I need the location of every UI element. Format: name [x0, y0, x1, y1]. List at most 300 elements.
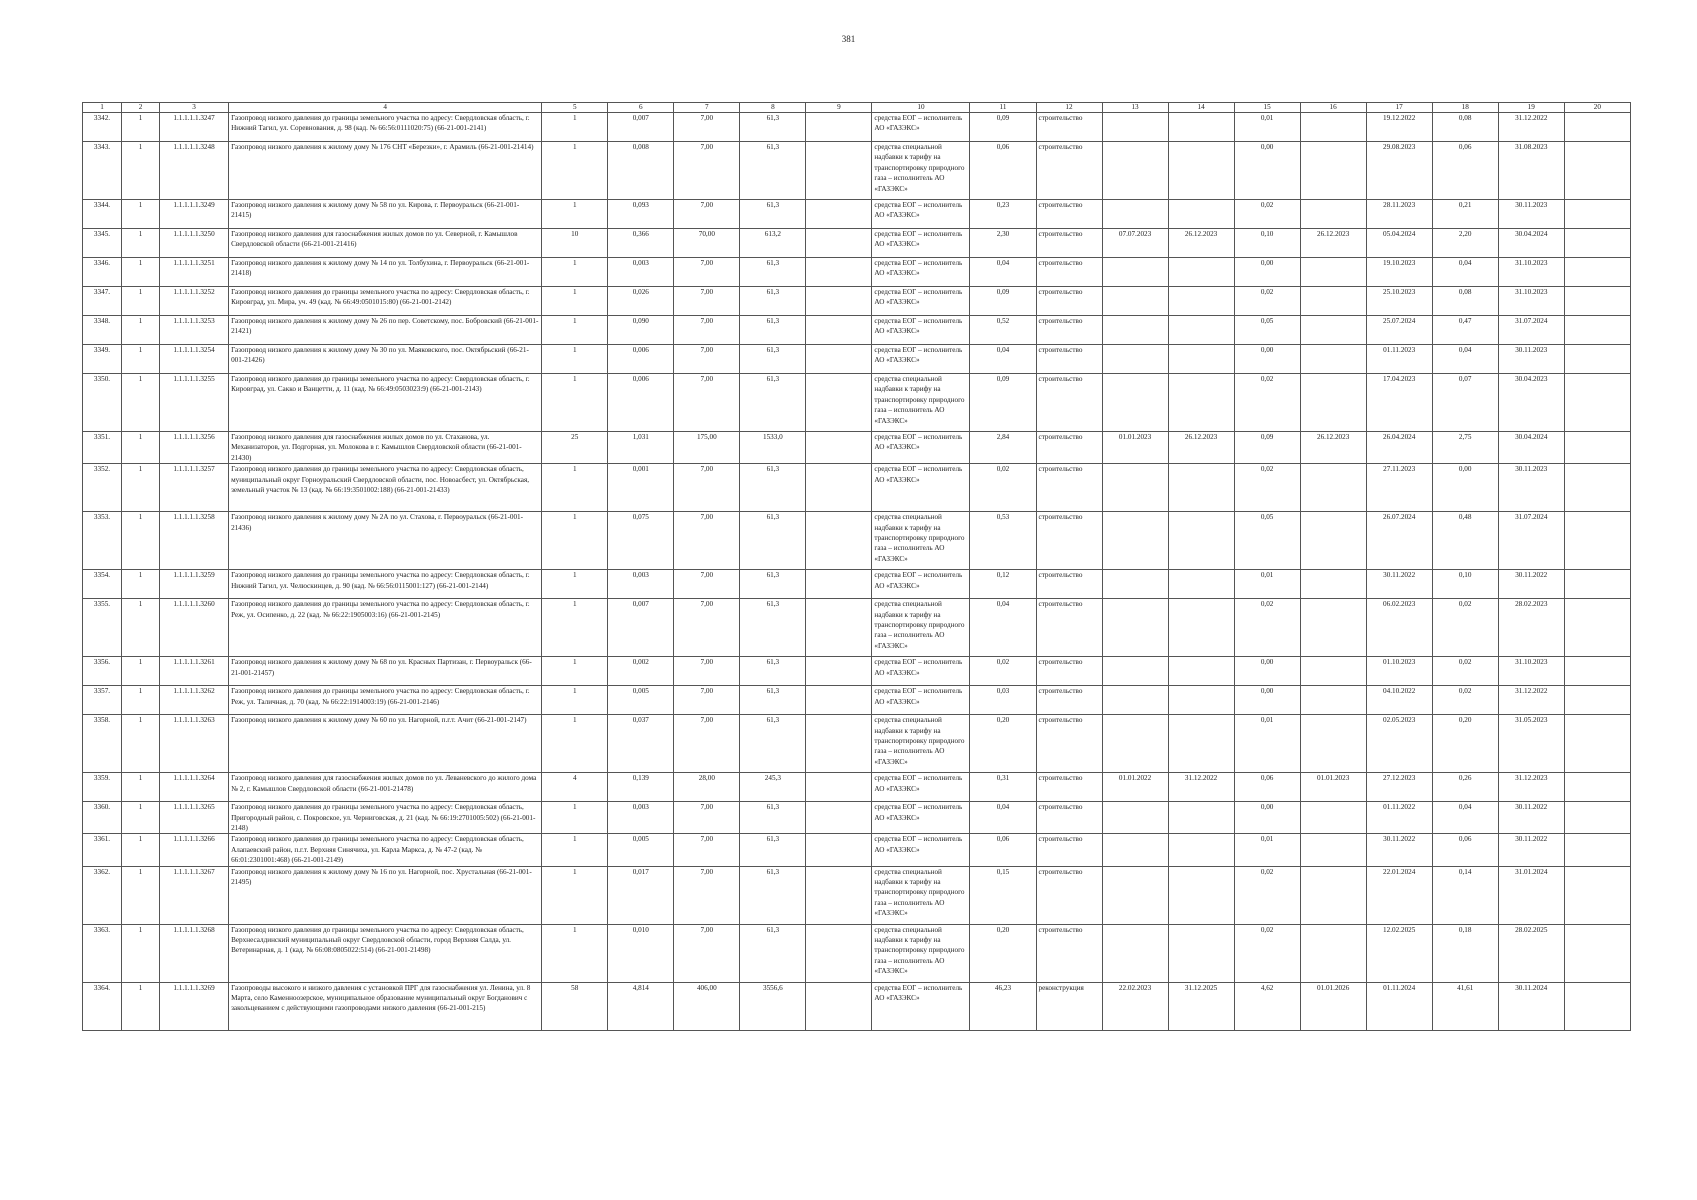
column-header-2: 2	[122, 103, 160, 113]
row-number: 3344.	[83, 200, 122, 229]
row-number: 3362.	[83, 866, 122, 924]
finish-date: 30.04.2023	[1498, 374, 1564, 432]
cost-part: 0,01	[1234, 570, 1300, 599]
table-row	[83, 802, 1631, 834]
finish-date: 31.12.2022	[1498, 686, 1564, 715]
end-date: 26.12.2023	[1168, 432, 1234, 464]
object-code: 1.1.1.1.1.3261	[160, 657, 229, 686]
commission-date: 26.12.2023	[1300, 229, 1366, 258]
quantity-value: 1	[542, 657, 608, 686]
commission-date	[1300, 258, 1366, 287]
start-date	[1102, 374, 1168, 432]
cost-remaining: 0,14	[1432, 866, 1498, 924]
object-name: Газопровод низкого давления до границы земельного участка по адресу: Свердловская область, г. Реж, ул. Таличная, д. 70 (кад. № 66:22:1914003:19) (66-21-001-2146)	[229, 686, 542, 715]
commission-date	[1300, 512, 1366, 570]
object-code: 1.1.1.1.1.3267	[160, 866, 229, 924]
capacity-value: 61,3	[740, 316, 806, 345]
length-km: 0,090	[608, 316, 674, 345]
end-date	[1168, 802, 1234, 834]
cost-remaining: 0,47	[1432, 316, 1498, 345]
table-row	[83, 512, 1631, 570]
commission-date	[1300, 113, 1366, 142]
table-row	[83, 464, 1631, 512]
completion-date: 29.08.2023	[1366, 142, 1432, 200]
cost-part: 0,01	[1234, 834, 1300, 866]
length-km: 0,366	[608, 229, 674, 258]
object-name: Газопровод низкого давления до границы земельного участка по адресу: Свердловская область, Алапаевский район, п.г.т. Верхняя Синячиха, ул. Карла Маркса, д. № 47-2 (кад. № 66:01:2301001:468) (66-21-001-2149)	[229, 834, 542, 866]
start-date: 07.07.2023	[1102, 229, 1168, 258]
table-row	[83, 229, 1631, 258]
column-20-value	[1564, 287, 1630, 316]
object-name: Газопровод низкого давления к жилому дому № 68 по ул. Красных Партизан, г. Первоуральск (66-21-001-21457)	[229, 657, 542, 686]
table-row	[83, 866, 1631, 924]
capacity-value: 1533,0	[740, 432, 806, 464]
column-9-value	[806, 715, 872, 773]
column-9-value	[806, 686, 872, 715]
work-type: строительство	[1036, 200, 1102, 229]
row-number: 3354.	[83, 570, 122, 599]
row-number: 3359.	[83, 773, 122, 802]
column-20-value	[1564, 464, 1630, 512]
object-code: 1.1.1.1.1.3257	[160, 464, 229, 512]
row-number: 3348.	[83, 316, 122, 345]
length-km: 0,017	[608, 866, 674, 924]
commission-date: 01.01.2026	[1300, 982, 1366, 1030]
start-date	[1102, 512, 1168, 570]
column-2-value: 1	[122, 982, 160, 1030]
cost-part: 0,00	[1234, 686, 1300, 715]
cost-remaining: 0,02	[1432, 657, 1498, 686]
cost-part: 0,06	[1234, 773, 1300, 802]
end-date	[1168, 374, 1234, 432]
object-name: Газопровод низкого давления до границы земельного участка по адресу: Свердловская область, Пригородный район, с. Покровское, ул. Черниговская, д. 21 (кад. № 66:19:2701005:502) (66-21-001-2148)	[229, 802, 542, 834]
length-km: 0,037	[608, 715, 674, 773]
volume-value: 7,00	[674, 142, 740, 200]
funding-source: средства ЕОГ – исполнитель АО «ГАЗЭКС»	[872, 200, 970, 229]
funding-source: средства ЕОГ – исполнитель АО «ГАЗЭКС»	[872, 316, 970, 345]
quantity-value: 1	[542, 374, 608, 432]
object-code: 1.1.1.1.1.3266	[160, 834, 229, 866]
funding-source: средства ЕОГ – исполнитель АО «ГАЗЭКС»	[872, 802, 970, 834]
finish-date: 31.07.2024	[1498, 512, 1564, 570]
cost-total: 2,84	[970, 432, 1036, 464]
completion-date: 19.12.2022	[1366, 113, 1432, 142]
funding-source: средства ЕОГ – исполнитель АО «ГАЗЭКС»	[872, 258, 970, 287]
row-number: 3363.	[83, 924, 122, 982]
column-20-value	[1564, 512, 1630, 570]
object-name: Газопровод низкого давления до границы земельного участка по адресу: Свердловская область, г. Реж, ул. Осипенко, д. 22 (кад. № 66:22:1905003:16) (66-21-001-2145)	[229, 599, 542, 657]
column-20-value	[1564, 142, 1630, 200]
capacity-value: 61,3	[740, 345, 806, 374]
column-2-value: 1	[122, 142, 160, 200]
quantity-value: 1	[542, 924, 608, 982]
completion-date: 17.04.2023	[1366, 374, 1432, 432]
funding-source: средства специальной надбавки к тарифу на транспортировку природного газа – исполнитель АО «ГАЗЭКС»	[872, 924, 970, 982]
finish-date: 30.11.2024	[1498, 982, 1564, 1030]
object-code: 1.1.1.1.1.3259	[160, 570, 229, 599]
start-date	[1102, 924, 1168, 982]
completion-date: 25.07.2024	[1366, 316, 1432, 345]
cost-part: 0,02	[1234, 599, 1300, 657]
cost-part: 0,02	[1234, 866, 1300, 924]
end-date	[1168, 599, 1234, 657]
column-9-value	[806, 142, 872, 200]
quantity-value: 1	[542, 287, 608, 316]
finish-date: 31.05.2023	[1498, 715, 1564, 773]
quantity-value: 1	[542, 834, 608, 866]
length-km: 0,093	[608, 200, 674, 229]
commission-date	[1300, 802, 1366, 834]
cost-remaining: 0,10	[1432, 570, 1498, 599]
object-code: 1.1.1.1.1.3249	[160, 200, 229, 229]
cost-part: 0,00	[1234, 345, 1300, 374]
cost-total: 0,03	[970, 686, 1036, 715]
finish-date: 30.11.2022	[1498, 834, 1564, 866]
end-date	[1168, 924, 1234, 982]
quantity-value: 1	[542, 686, 608, 715]
column-2-value: 1	[122, 657, 160, 686]
finish-date: 30.11.2022	[1498, 570, 1564, 599]
work-type: строительство	[1036, 834, 1102, 866]
column-2-value: 1	[122, 773, 160, 802]
volume-value: 175,00	[674, 432, 740, 464]
end-date	[1168, 200, 1234, 229]
capacity-value: 61,3	[740, 570, 806, 599]
work-type: реконструкция	[1036, 982, 1102, 1030]
cost-total: 0,06	[970, 834, 1036, 866]
capacity-value: 61,3	[740, 258, 806, 287]
row-number: 3361.	[83, 834, 122, 866]
volume-value: 7,00	[674, 834, 740, 866]
commission-date	[1300, 686, 1366, 715]
cost-remaining: 41,61	[1432, 982, 1498, 1030]
cost-part: 0,05	[1234, 316, 1300, 345]
column-header-8: 8	[740, 103, 806, 113]
cost-part: 0,00	[1234, 802, 1300, 834]
commission-date	[1300, 287, 1366, 316]
work-type: строительство	[1036, 113, 1102, 142]
capital-works-table	[82, 102, 1631, 1031]
start-date	[1102, 570, 1168, 599]
start-date	[1102, 200, 1168, 229]
object-name: Газопровод низкого давления для газоснабжения жилых домов по ул. Северной, г. Камышлов Свердловской области (66-21-001-21416)	[229, 229, 542, 258]
end-date	[1168, 287, 1234, 316]
object-name: Газопроводы высокого и низкого давления с установкой ПРГ для газоснабжения ул. Ленина, ул. 8 Марта, село Каменноозерское, муниципальное образование муниципальный округ Богданович с закольцеванием с действующими газопроводами низкого давления (66-21-001-215)	[229, 982, 542, 1030]
finish-date: 31.10.2023	[1498, 287, 1564, 316]
end-date	[1168, 113, 1234, 142]
quantity-value: 1	[542, 802, 608, 834]
cost-part: 0,00	[1234, 142, 1300, 200]
column-header-13: 13	[1102, 103, 1168, 113]
column-2-value: 1	[122, 834, 160, 866]
column-20-value	[1564, 200, 1630, 229]
cost-total: 0,20	[970, 924, 1036, 982]
work-type: строительство	[1036, 229, 1102, 258]
column-2-value: 1	[122, 229, 160, 258]
funding-source: средства специальной надбавки к тарифу на транспортировку природного газа – исполнитель АО «ГАЗЭКС»	[872, 715, 970, 773]
end-date	[1168, 715, 1234, 773]
column-20-value	[1564, 982, 1630, 1030]
end-date	[1168, 258, 1234, 287]
volume-value: 7,00	[674, 258, 740, 287]
finish-date: 28.02.2025	[1498, 924, 1564, 982]
object-name: Газопровод низкого давления к жилому дому № 16 по ул. Нагорной, пос. Хрустальная (66-21-001-21495)	[229, 866, 542, 924]
funding-source: средства ЕОГ – исполнитель АО «ГАЗЭКС»	[872, 432, 970, 464]
column-20-value	[1564, 773, 1630, 802]
column-2-value: 1	[122, 113, 160, 142]
work-type: строительство	[1036, 464, 1102, 512]
row-number: 3347.	[83, 287, 122, 316]
finish-date: 30.04.2024	[1498, 229, 1564, 258]
cost-part: 0,09	[1234, 432, 1300, 464]
commission-date	[1300, 866, 1366, 924]
completion-date: 06.02.2023	[1366, 599, 1432, 657]
commission-date	[1300, 316, 1366, 345]
completion-date: 28.11.2023	[1366, 200, 1432, 229]
row-number: 3352.	[83, 464, 122, 512]
row-number: 3364.	[83, 982, 122, 1030]
commission-date	[1300, 570, 1366, 599]
completion-date: 01.11.2022	[1366, 802, 1432, 834]
funding-source: средства специальной надбавки к тарифу на транспортировку природного газа – исполнитель АО «ГАЗЭКС»	[872, 599, 970, 657]
start-date	[1102, 142, 1168, 200]
object-code: 1.1.1.1.1.3253	[160, 316, 229, 345]
column-2-value: 1	[122, 570, 160, 599]
length-km: 0,075	[608, 512, 674, 570]
cost-part: 0,00	[1234, 657, 1300, 686]
table-row	[83, 657, 1631, 686]
capacity-value: 3556,6	[740, 982, 806, 1030]
volume-value: 7,00	[674, 924, 740, 982]
start-date	[1102, 316, 1168, 345]
column-header-18: 18	[1432, 103, 1498, 113]
object-code: 1.1.1.1.1.3260	[160, 599, 229, 657]
start-date: 01.01.2023	[1102, 432, 1168, 464]
end-date	[1168, 512, 1234, 570]
volume-value: 28,00	[674, 773, 740, 802]
object-name: Газопровод низкого давления к жилому дому № 60 по ул. Нагорной, п.г.т. Ачит (66-21-001-2147)	[229, 715, 542, 773]
funding-source: средства ЕОГ – исполнитель АО «ГАЗЭКС»	[872, 287, 970, 316]
commission-date	[1300, 464, 1366, 512]
volume-value: 7,00	[674, 345, 740, 374]
column-header-11: 11	[970, 103, 1036, 113]
column-2-value: 1	[122, 464, 160, 512]
capacity-value: 61,3	[740, 657, 806, 686]
work-type: строительство	[1036, 866, 1102, 924]
funding-source: средства ЕОГ – исполнитель АО «ГАЗЭКС»	[872, 464, 970, 512]
table-row	[83, 599, 1631, 657]
cost-part: 0,02	[1234, 924, 1300, 982]
quantity-value: 1	[542, 200, 608, 229]
finish-date: 30.11.2023	[1498, 345, 1564, 374]
funding-source: средства ЕОГ – исполнитель АО «ГАЗЭКС»	[872, 229, 970, 258]
cost-part: 0,02	[1234, 287, 1300, 316]
start-date	[1102, 258, 1168, 287]
completion-date: 30.11.2022	[1366, 570, 1432, 599]
row-number: 3349.	[83, 345, 122, 374]
table-row	[83, 142, 1631, 200]
column-header-15: 15	[1234, 103, 1300, 113]
object-code: 1.1.1.1.1.3269	[160, 982, 229, 1030]
volume-value: 7,00	[674, 686, 740, 715]
object-name: Газопровод низкого давления до границы земельного участка по адресу: Свердловская область, г. Нижний Тагил, ул. Челюскинцев, д. 90 (кад. № 66:56:0115001:127) (66-21-001-2144)	[229, 570, 542, 599]
column-9-value	[806, 599, 872, 657]
row-number: 3358.	[83, 715, 122, 773]
cost-total: 0,02	[970, 464, 1036, 512]
work-type: строительство	[1036, 258, 1102, 287]
cost-total: 0,04	[970, 258, 1036, 287]
table-row	[83, 773, 1631, 802]
object-code: 1.1.1.1.1.3250	[160, 229, 229, 258]
table-row	[83, 924, 1631, 982]
column-2-value: 1	[122, 316, 160, 345]
table-row	[83, 982, 1631, 1030]
object-name: Газопровод низкого давления до границы земельного участка по адресу: Свердловская область, муниципальный округ Горноуральский Свердловской области, пос. Новоасбест, ул. Октябрьская, земельный участок № 13 (кад. № 66:19:3501002:188) (66-21-001-21433)	[229, 464, 542, 512]
cost-remaining: 2,20	[1432, 229, 1498, 258]
commission-date	[1300, 345, 1366, 374]
work-type: строительство	[1036, 374, 1102, 432]
column-header-1: 1	[83, 103, 122, 113]
volume-value: 406,00	[674, 982, 740, 1030]
cost-remaining: 0,48	[1432, 512, 1498, 570]
capacity-value: 61,3	[740, 512, 806, 570]
cost-part: 0,02	[1234, 200, 1300, 229]
length-km: 0,008	[608, 142, 674, 200]
funding-source: средства специальной надбавки к тарифу на транспортировку природного газа – исполнитель АО «ГАЗЭКС»	[872, 374, 970, 432]
row-number: 3353.	[83, 512, 122, 570]
table-row	[83, 432, 1631, 464]
object-code: 1.1.1.1.1.3248	[160, 142, 229, 200]
volume-value: 7,00	[674, 657, 740, 686]
cost-total: 46,23	[970, 982, 1036, 1030]
column-20-value	[1564, 432, 1630, 464]
finish-date: 31.08.2023	[1498, 142, 1564, 200]
column-2-value: 1	[122, 258, 160, 287]
object-code: 1.1.1.1.1.3268	[160, 924, 229, 982]
object-name: Газопровод низкого давления к жилому дому № 2А по ул. Стахова, г. Первоуральск (66-21-001-21436)	[229, 512, 542, 570]
work-type: строительство	[1036, 924, 1102, 982]
quantity-value: 4	[542, 773, 608, 802]
column-header-6: 6	[608, 103, 674, 113]
object-name: Газопровод низкого давления к жилому дому № 58 по ул. Кирова, г. Первоуральск (66-21-001-21415)	[229, 200, 542, 229]
capacity-value: 613,2	[740, 229, 806, 258]
cost-remaining: 0,07	[1432, 374, 1498, 432]
funding-source: средства ЕОГ – исполнитель АО «ГАЗЭКС»	[872, 773, 970, 802]
cost-total: 0,20	[970, 715, 1036, 773]
end-date	[1168, 316, 1234, 345]
column-2-value: 1	[122, 374, 160, 432]
object-name: Газопровод низкого давления до границы земельного участка по адресу: Свердловская область, г. Нижний Тагил, ул. Соревнования, д. 98 (кад. № 66:56:0111020:75) (66-21-001-2141)	[229, 113, 542, 142]
start-date: 01.01.2022	[1102, 773, 1168, 802]
cost-remaining: 0,06	[1432, 834, 1498, 866]
volume-value: 7,00	[674, 599, 740, 657]
table-row	[83, 570, 1631, 599]
quantity-value: 1	[542, 512, 608, 570]
commission-date	[1300, 834, 1366, 866]
object-name: Газопровод низкого давления до границы земельного участка по адресу: Свердловская область, Верхнесалдинский муниципальный округ Свердловской области, город Верхняя Салда, ул. Ветеринарная, д. 1 (кад. № 66:08:0805022:514) (66-21-001-21498)	[229, 924, 542, 982]
volume-value: 7,00	[674, 512, 740, 570]
column-20-value	[1564, 715, 1630, 773]
page-number: 381	[841, 34, 856, 44]
cost-remaining: 0,08	[1432, 287, 1498, 316]
column-header-17: 17	[1366, 103, 1432, 113]
column-2-value: 1	[122, 512, 160, 570]
length-km: 0,026	[608, 287, 674, 316]
column-header-16: 16	[1300, 103, 1366, 113]
end-date	[1168, 834, 1234, 866]
column-20-value	[1564, 258, 1630, 287]
end-date	[1168, 866, 1234, 924]
start-date	[1102, 345, 1168, 374]
cost-total: 0,04	[970, 802, 1036, 834]
funding-source: средства ЕОГ – исполнитель АО «ГАЗЭКС»	[872, 570, 970, 599]
finish-date: 30.04.2024	[1498, 432, 1564, 464]
cost-remaining: 0,20	[1432, 715, 1498, 773]
column-header-10: 10	[872, 103, 970, 113]
end-date	[1168, 345, 1234, 374]
completion-date: 27.12.2023	[1366, 773, 1432, 802]
length-km: 0,006	[608, 345, 674, 374]
cost-total: 0,52	[970, 316, 1036, 345]
cost-remaining: 0,06	[1432, 142, 1498, 200]
completion-date: 02.05.2023	[1366, 715, 1432, 773]
commission-date: 01.01.2023	[1300, 773, 1366, 802]
completion-date: 04.10.2022	[1366, 686, 1432, 715]
funding-source: средства специальной надбавки к тарифу на транспортировку природного газа – исполнитель АО «ГАЗЭКС»	[872, 512, 970, 570]
cost-remaining: 0,04	[1432, 258, 1498, 287]
row-number: 3355.	[83, 599, 122, 657]
capacity-value: 245,3	[740, 773, 806, 802]
object-name: Газопровод низкого давления для газоснабжения жилых домов по ул. Стаханова, ул. Механизаторов, ул. Подгорная, ул. Молокова в г. Камышлов Свердловской области (66-21-001-21430)	[229, 432, 542, 464]
length-km: 1,031	[608, 432, 674, 464]
column-9-value	[806, 316, 872, 345]
capacity-value: 61,3	[740, 142, 806, 200]
cost-remaining: 0,00	[1432, 464, 1498, 512]
start-date	[1102, 287, 1168, 316]
work-type: строительство	[1036, 773, 1102, 802]
quantity-value: 1	[542, 316, 608, 345]
funding-source: средства ЕОГ – исполнитель АО «ГАЗЭКС»	[872, 686, 970, 715]
row-number: 3346.	[83, 258, 122, 287]
column-9-value	[806, 773, 872, 802]
work-type: строительство	[1036, 715, 1102, 773]
completion-date: 05.04.2024	[1366, 229, 1432, 258]
cost-total: 0,09	[970, 374, 1036, 432]
row-number: 3350.	[83, 374, 122, 432]
column-2-value: 1	[122, 802, 160, 834]
object-code: 1.1.1.1.1.3252	[160, 287, 229, 316]
capacity-value: 61,3	[740, 924, 806, 982]
quantity-value: 10	[542, 229, 608, 258]
row-number: 3343.	[83, 142, 122, 200]
finish-date: 31.12.2023	[1498, 773, 1564, 802]
commission-date	[1300, 657, 1366, 686]
column-header-19: 19	[1498, 103, 1564, 113]
cost-total: 0,31	[970, 773, 1036, 802]
cost-total: 0,23	[970, 200, 1036, 229]
column-9-value	[806, 570, 872, 599]
column-2-value: 1	[122, 686, 160, 715]
quantity-value: 1	[542, 258, 608, 287]
column-9-value	[806, 258, 872, 287]
column-9-value	[806, 345, 872, 374]
funding-source: средства ЕОГ – исполнитель АО «ГАЗЭКС»	[872, 982, 970, 1030]
finish-date: 31.01.2024	[1498, 866, 1564, 924]
column-2-value: 1	[122, 924, 160, 982]
row-number: 3360.	[83, 802, 122, 834]
start-date	[1102, 715, 1168, 773]
table-row	[83, 287, 1631, 316]
